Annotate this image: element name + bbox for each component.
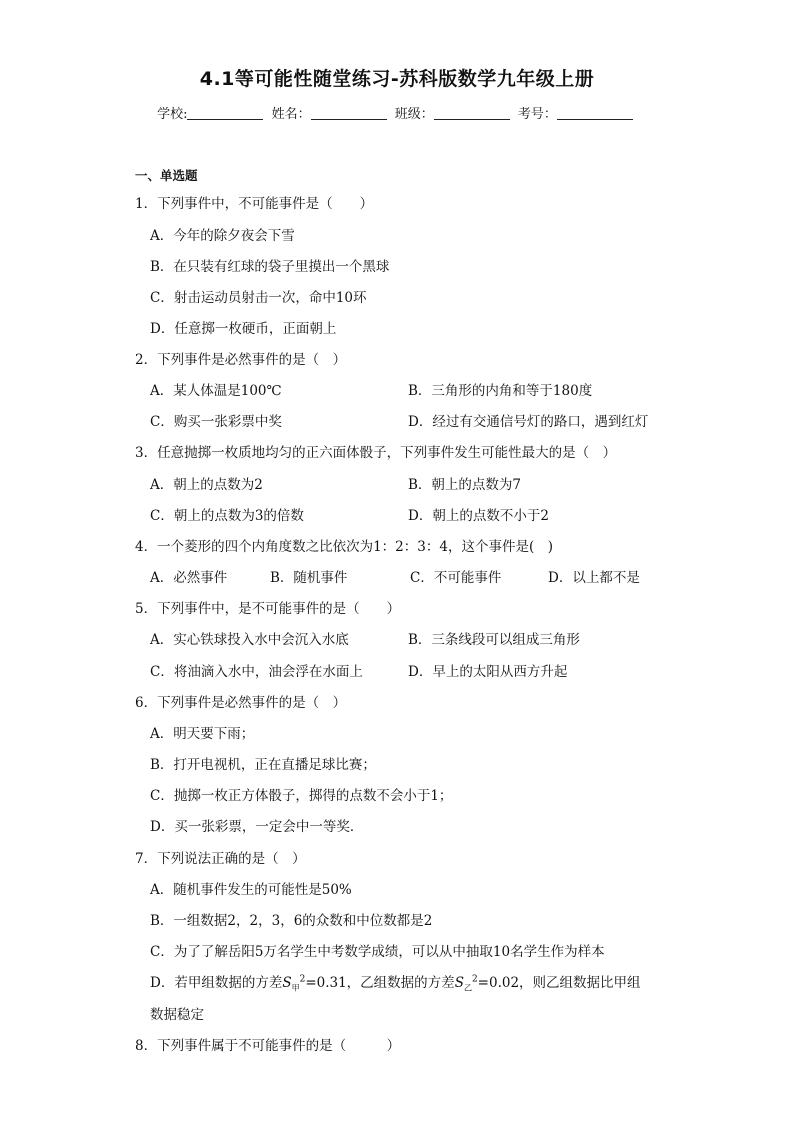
question-4-option-d: D．以上都不是 (548, 570, 640, 586)
question-4-option-c: C．不可能事件 (410, 570, 502, 586)
question-7-option-c: C．为了了解岳阳5万名学生中考数学成绩，可以从中抽取10名学生作为样本 (150, 944, 605, 960)
name-label: 姓名： (271, 107, 311, 122)
question-1-option-c: C．射击运动员射击一次，命中10环 (150, 290, 367, 306)
question-3-option-b: B．朝上的点数为7 (408, 477, 522, 493)
question-1-option-a: A．今年的除夕夜会下雪 (150, 228, 295, 244)
question-7-option-d-part1: D．若甲组数据的方差 (150, 975, 283, 991)
question-6-option-d: D．买一张彩票，一定会中一等奖． (150, 819, 364, 835)
question-6-option-c: C．抛掷一枚正方体骰子，掷得的点数不会小于1； (150, 788, 453, 804)
student-info-line (0, 103, 794, 122)
question-4-stem: 4．一个菱形的四个内角度数之比依次为1：2：3：4，这个事件是( ) (135, 539, 553, 555)
class-label: 班级： (394, 107, 434, 122)
variance-symbol-yi: S (454, 975, 464, 991)
question-7-option-d-part3: =0.02，则乙组数据比甲组 (477, 975, 641, 991)
question-2-option-c: C．购买一张彩票中奖 (150, 414, 282, 430)
question-7-option-d (150, 971, 641, 994)
question-3-option-c: C．朝上的点数为3的倍数 (150, 508, 304, 524)
question-6-option-a: A．明天要下雨； (150, 726, 255, 742)
number-blank[interactable] (557, 107, 633, 120)
question-5-stem: 5．下列事件中，是不可能事件的是（ ） (135, 601, 401, 617)
school-blank[interactable] (187, 107, 263, 120)
question-7-option-b: B．一组数据2，2，3，6的众数和中位数都是2 (150, 913, 433, 929)
question-2-stem: 2．下列事件是必然事件的是（ ） (135, 352, 347, 368)
question-3-option-d: D．朝上的点数不小于2 (408, 508, 549, 524)
question-3-option-a: A．朝上的点数为2 (150, 477, 263, 493)
class-blank[interactable] (434, 107, 510, 120)
question-3-stem: 3．任意抛掷一枚质地均匀的正六面体骰子，下列事件发生可能性最大的是（ ） (135, 445, 617, 461)
question-5-option-a: A．实心铁球投入水中会沉入水底 (150, 632, 349, 648)
number-label: 考号： (517, 107, 557, 122)
question-1-option-b: B．在只装有红球的袋子里摸出一个黑球 (150, 259, 390, 275)
page-title: 4.1等可能性随堂练习-苏科版数学九年级上册 (199, 68, 595, 90)
school-label: 学校: (157, 107, 188, 122)
question-7-stem: 7．下列说法正确的是（ ） (135, 851, 306, 867)
question-4-option-b: B．随机事件 (270, 570, 348, 586)
subscript-jia: 甲 (291, 983, 300, 993)
name-blank[interactable] (311, 107, 387, 120)
question-1-option-d: D．任意掷一枚硬币，正面朝上 (150, 321, 337, 337)
question-8-stem: 8．下列事件属于不可能事件的是（ ） (135, 1038, 401, 1054)
question-7-option-a: A．随机事件发生的可能性是50% (150, 882, 352, 898)
section-heading: 一、单选题 (135, 168, 198, 183)
question-5-option-c: C．将油滴入水中，油会浮在水面上 (150, 664, 363, 680)
question-2-option-a: A．某人体温是100℃ (150, 383, 282, 399)
superscript-2-yi: 2 (471, 974, 478, 985)
question-5-option-d: D．早上的太阳从西方升起 (408, 664, 568, 680)
subscript-yi: 乙 (463, 983, 472, 993)
question-6-option-b: B．打开电视机，正在直播足球比赛； (150, 757, 376, 773)
superscript-2-jia: 2 (299, 974, 306, 985)
question-5-option-b: B．三条线段可以组成三角形 (408, 632, 580, 648)
question-2-option-b: B．三角形的内角和等于180度 (408, 383, 593, 399)
question-1-stem: 1．下列事件中，不可能事件是（ ） (135, 196, 374, 212)
question-2-option-d: D．经过有交通信号灯的路口，遇到红灯 (408, 414, 649, 430)
variance-symbol-jia: S (282, 975, 292, 991)
question-6-stem: 6．下列事件是必然事件的是（ ） (135, 695, 347, 711)
question-7-option-d-continued: 数据稳定 (150, 1007, 204, 1023)
question-7-option-d-part2: =0.31，乙组数据的方差 (305, 975, 455, 991)
question-4-option-a: A．必然事件 (150, 570, 228, 586)
